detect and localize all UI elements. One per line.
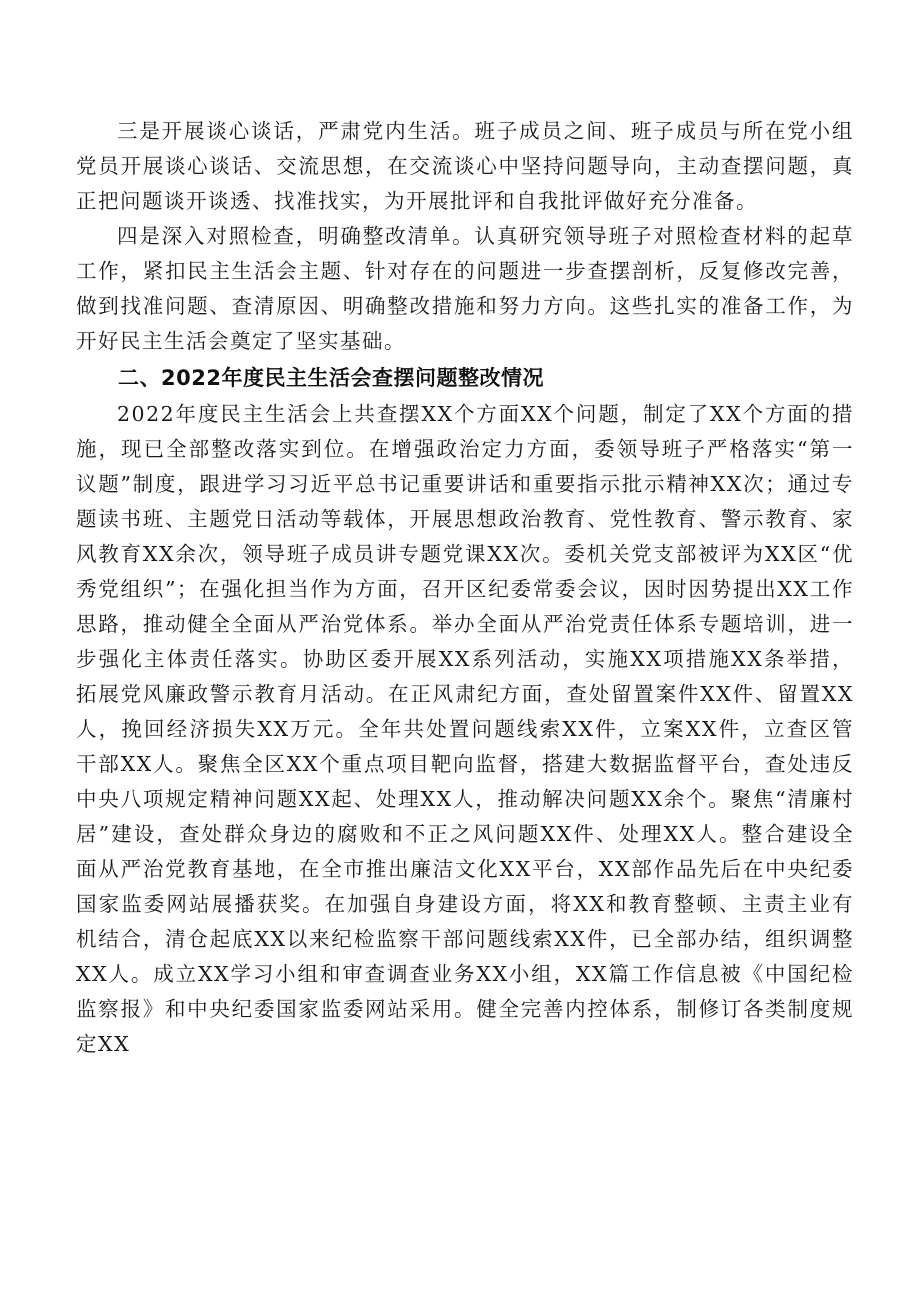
paragraph-talk-exchange: 三是开展谈心谈话，严肃党内生活。班子成员之间、班子成员与所在党小组党员开展谈心谈话、交流思想，在交流谈心中坚持问题导向，主动查摆问题，真正把问题谈开谈透、找准找实，为开展批评和自我批评做好充分准备。 <box>76 119 854 213</box>
paragraph-self-check: 四是深入对照检查，明确整改清单。认真研究领导班子对照检查材料的起草工作，紧扣民主生活会主题、针对存在的问题进一步查摆剖析，反复修改完善，做到找准问题、查清原因、明确整改措施和努力方向。这些扎实的准备工作，为开好民主生活会奠定了坚实基础。 <box>76 224 854 353</box>
document-body <box>76 114 854 1062</box>
section-heading: 二、2022年度民主生活会查摆问题整改情况 <box>118 366 544 390</box>
paragraph-rectification: 2022年度民主生活会上共查摆XX个方面XX个问题，制定了XX个方面的措施，现已全部整改落实到位。在增强政治定力方面，委领导班子严格落实“第一议题”制度，跟进学习习近平总书记重要讲话和重要指示批示精神XX次；通过专题读书班、主题党日活动等载体，开展思想政治教育、党性教育、警示教育、家风教育XX余次，领导班子成员讲专题党课XX次。委机关党支部被评为XX区“优秀党组织”；在强化担当作为方面，召开区纪委常委会议，因时因势提出XX工作思路，推动健全全面从严治党体系。举办全面从严治党责任体系专题培训，进一步强化主体责任落实。协助区委开展XX系列活动，实施XX项措施XX条举措，拓展党风廉政警示教育月活动。在正风肃纪方面，查处留置案件XX件、留置XX人，挽回经济损失XX万元。全年共处置问题线索XX件，立案XX件，立查区管干部XX人。聚焦全区XX个重点项目靶向监督，搭建大数据监督平台，查处违反中央八项规定精神问题XX起、处理XX人，推动解决问题XX余个。聚焦“清廉村居”建设，查处群众身边的腐败和不正之风问题XX件、处理XX人。整合建设全面从严治党教育基地，在全市推出廉洁文化XX平台，XX部作品先后在中央纪委国家监委网站展播获奖。在加强自身建设方面，将XX和教育整顿、主责主业有机结合，清仓起底XX以来纪检监察干部问题线索XX件，已全部办结，组织调整XX人。成立XX学习小组和审查调查业务XX小组，XX篇工作信息被《中国纪检监察报》和中央纪委国家监委网站采用。健全完善内控体系，制修订各类制度规定XX <box>76 402 854 1056</box>
